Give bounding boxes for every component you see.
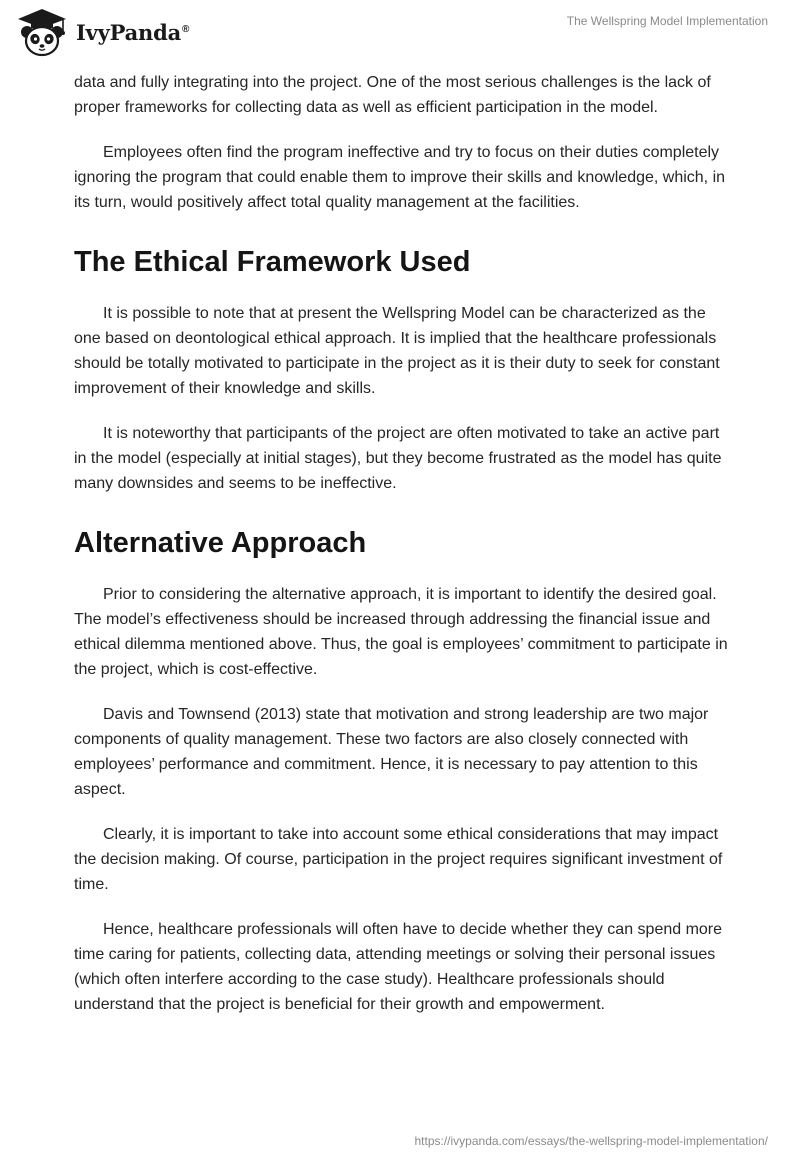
paragraph: Hence, healthcare professionals will often have to decide whether they can spend more time caring for patients, collecting data, attending meetings or solving their personal issues (which often interfere according to the case study). Healthcare professionals should understand that the project is beneficial for their growth and empowerment. (74, 921, 723, 1013)
paragraph: Employees often find the program ineffective and try to focus on their duties completely ignoring the program that could enable them to improve their skills and knowledge, which, in its turn, would positively affect total quality management at the facilities. (74, 144, 726, 211)
page-header (0, 0, 800, 64)
source-url[interactable]: https://ivypanda.com/essays/the-wellspring-model-implementation/ (414, 1134, 768, 1148)
section-heading-alternative-approach: Alternative Approach (74, 527, 367, 559)
essay-body (74, 70, 730, 1037)
paragraph: It is possible to note that at present the Wellspring Model can be characterized as the one based on deontological ethical approach. It is implied that the healthcare professionals should be totally motivated to participate in the project as it is their duty to seek for constant improvement of their knowledge and skills. (74, 305, 720, 397)
panda-icon (14, 6, 70, 58)
section-heading-ethical-framework: The Ethical Framework Used (74, 246, 471, 278)
logo-name: IvyPanda (76, 19, 182, 45)
document-title: The Wellspring Model Implementation (566, 14, 768, 28)
paragraph: It is noteworthy that participants of the project are often motivated to take an active part in the model (especially at initial stages), but they become frustrated as the model has quite many downsides and seems to be ineffective. (74, 425, 722, 492)
logo-registered-mark: ® (182, 23, 190, 35)
paragraph-continuation: data and fully integrating into the project. One of the most serious challenges is the lack of proper frameworks for collecting data as well as efficient participation in the model. (74, 74, 711, 116)
paragraph: Davis and Townsend (2013) state that motivation and strong leadership are two major components of quality management. These two factors are also closely connected with employees’ performance and commitment. Hence, it is necessary to pay attention to this aspect. (74, 706, 709, 798)
paragraph: Prior to considering the alternative approach, it is important to identify the desired goal. The model’s effectiveness should be increased through addressing the financial issue and ethical dilemma mentioned above. Thus, the goal is employees’ commitment to participate in the project, which is cost-effective. (74, 586, 728, 678)
logo-text (76, 20, 189, 45)
paragraph: Clearly, it is important to take into account some ethical considerations that may impact the decision making. Of course, participation in the project requires significant investment of time. (74, 826, 723, 893)
ivypanda-logo[interactable] (14, 6, 189, 58)
